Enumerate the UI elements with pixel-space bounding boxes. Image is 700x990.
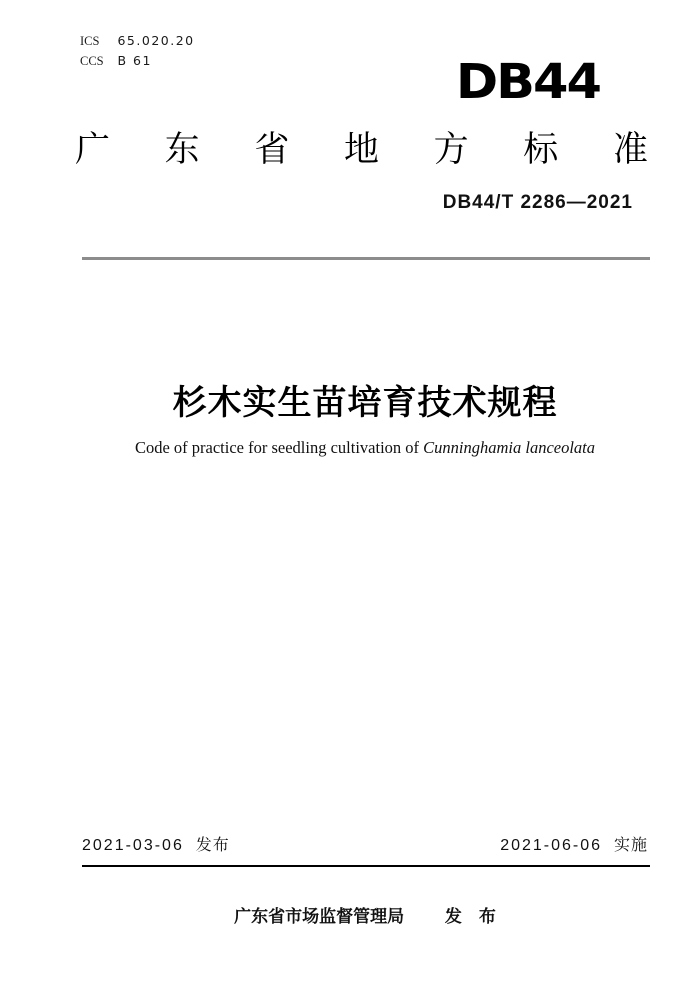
ics-label: ICS xyxy=(80,34,100,48)
issue-date-line xyxy=(82,832,230,855)
dates-row xyxy=(82,832,648,855)
document-title-en xyxy=(82,438,648,458)
db44-logo: DB44 xyxy=(455,54,600,111)
title-en-species: Cunninghamia lanceolata xyxy=(423,438,596,457)
ics-line xyxy=(80,31,195,51)
publisher-name: 广东省市场监督管理局 xyxy=(234,907,405,926)
issue-label: 发布 xyxy=(195,837,230,854)
implement-date: 2021-06-06 xyxy=(500,837,603,854)
implement-label: 实施 xyxy=(613,837,648,854)
ccs-label: CCS xyxy=(80,54,104,68)
ics-value: 65.020.20 xyxy=(117,33,195,48)
standard-name: 广 东 省 地 方 标 准 xyxy=(75,130,648,169)
document-title-cn: 杉木实生苗培育技术规程 xyxy=(172,384,558,422)
footer-divider-rule xyxy=(82,865,650,867)
ccs-value: B 61 xyxy=(117,53,152,68)
standard-number: DB44/T 2286—2021 xyxy=(442,192,633,213)
issue-date: 2021-03-06 xyxy=(82,837,184,854)
title-en-prefix: Code of practice for seedling cultivation of xyxy=(134,438,424,457)
ccs-line xyxy=(80,51,195,71)
implement-date-line xyxy=(500,832,648,855)
publisher-row xyxy=(82,902,648,927)
classification-codes xyxy=(80,31,195,71)
header-divider-rule xyxy=(82,257,650,260)
publish-label: 发 布 xyxy=(444,907,496,926)
